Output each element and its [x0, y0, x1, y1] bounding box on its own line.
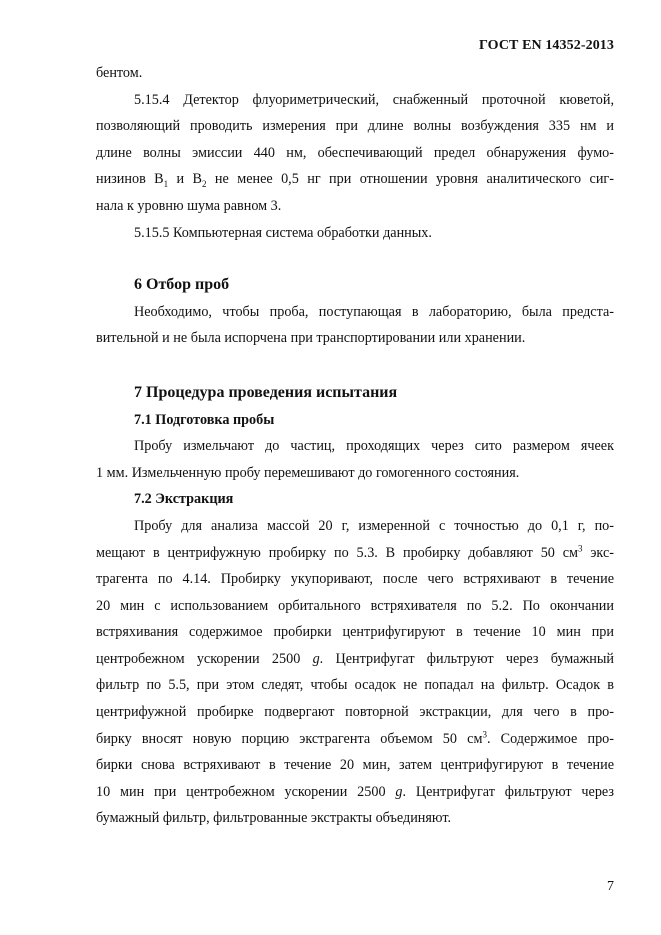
- text-line: центробежном ускорении 2500 g. Центрифугат фильтруют через бумажный: [96, 650, 614, 667]
- text-line: нала к уровню шума равном 3.: [96, 197, 282, 214]
- text-line: длине волны эмиссии 440 нм, обеспечивающий предел обнаружения фумо-: [96, 144, 614, 161]
- paragraph-5-15-5: [96, 220, 614, 247]
- text-line: вительной и не была испорчена при транспортировании или хранении.: [96, 330, 526, 347]
- text-line: 20 мин с использованием орбитального встряхивателя по 5.2. По окончании: [96, 597, 614, 614]
- paragraph-7-1: [96, 433, 614, 486]
- text-line: Пробу для анализа массой 20 г, измеренной с точностью до 0,1 г, по-: [134, 517, 614, 534]
- section-heading-6: 6 Отбор проб: [134, 276, 230, 294]
- text-line: 1 мм. Измельченную пробу перемешивают до гомогенного состояния.: [96, 464, 520, 481]
- page-number: 7: [607, 879, 614, 894]
- text-line: Необходимо, чтобы проба, поступающая в лабораторию, была предста-: [134, 303, 614, 320]
- text-line: Пробу измельчают до частиц, проходящих через сито размером ячеек: [134, 438, 614, 455]
- paragraph-5-15-4: [96, 87, 614, 220]
- text-line: 5.15.5 Компьютерная система обработки данных.: [134, 224, 432, 241]
- document-body: [96, 60, 614, 832]
- text-line: центрифужной пробирке подвергают повторной экстракции, для чего в про-: [96, 704, 614, 721]
- text-line: бирки снова встряхивают в течение 20 мин, затем центрифугируют в течение: [96, 757, 614, 774]
- section-heading-7: 7 Процедура проведения испытания: [134, 383, 398, 401]
- text-line: встряхивания содержимое пробирки центрифугируют в течение 10 мин при: [96, 624, 614, 641]
- text-line: низинов $В_1$ и $В_2$ не менее 0,5 нг при отношении уровня аналитического сиг-: [96, 171, 614, 190]
- text-line: 5.15.4 Детектор флуориметрический, снабженный проточной кюветой,: [134, 91, 614, 108]
- text-line: мещают в центрифужную пробирку по 5.3. В пробирку добавляют 50 $см^3$ экс-: [96, 542, 614, 561]
- text-line: 10 мин при центробежном ускорении 2500 g. Центрифугат фильтруют через: [96, 783, 614, 800]
- subsection-heading-7-1: 7.1 Подготовка пробы: [134, 411, 275, 428]
- text-line: бирку вносят новую порцию экстрагента объемом 50 $см^3$. Содержимое про-: [96, 728, 614, 747]
- text-line: позволяющий проводить измерения при длине волны возбуждения 335 нм и: [96, 118, 614, 135]
- text-line: трагента по 4.14. Пробирку укупоривают, после чего встряхивают в течение: [96, 571, 614, 588]
- paragraph-section-6: [96, 299, 614, 352]
- standard-header: ГОСТ EN 14352-2013: [479, 38, 614, 53]
- paragraph-7-2: [96, 513, 614, 832]
- text-line: бумажный фильтр, фильтрованные экстракты объединяют.: [96, 810, 452, 827]
- text-line: фильтр по 5.5, при этом следят, чтобы осадок не попадал на фильтр. Осадок в: [96, 677, 614, 694]
- text-line: бентом.: [96, 65, 143, 81]
- subsection-heading-7-2: 7.2 Экстракция: [134, 491, 234, 508]
